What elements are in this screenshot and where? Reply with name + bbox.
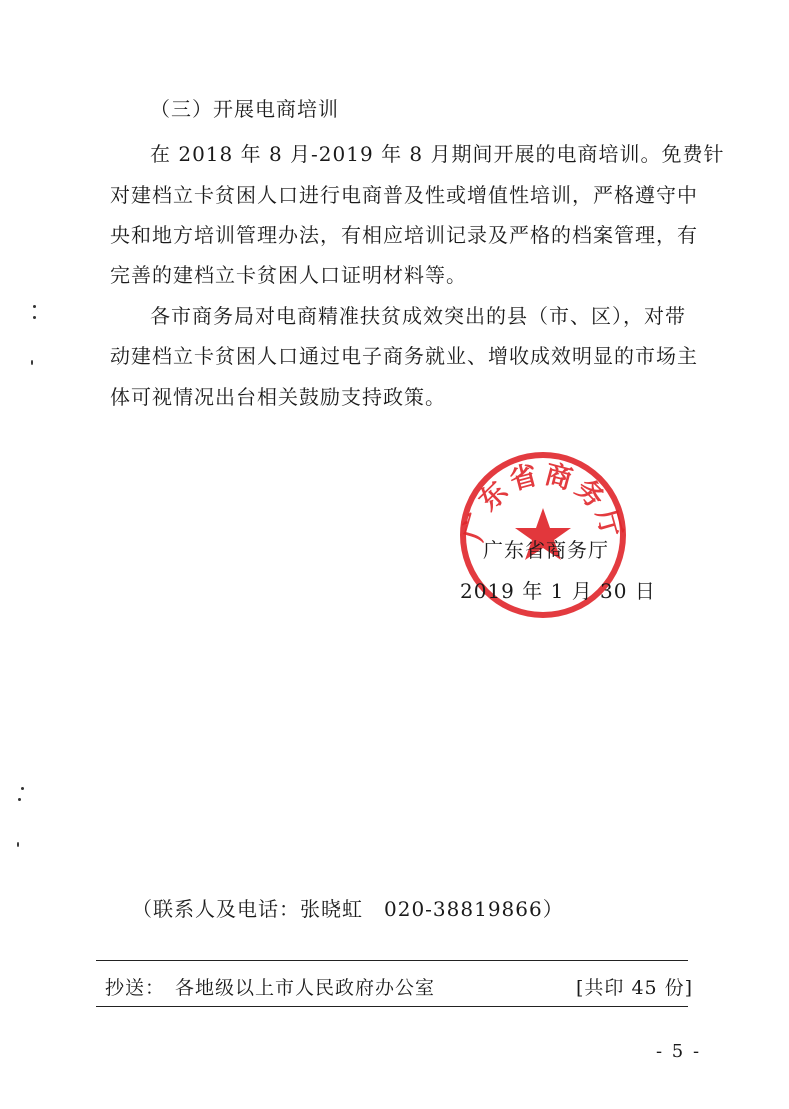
paragraph-2-line-3: 体可视情况出台相关鼓励支持政策。: [110, 385, 446, 409]
signature-date: 2019 年 1 月 30 日: [460, 579, 656, 603]
footer-divider-top: [96, 960, 688, 961]
cc-recipients: 各地级以上市人民政府办公室: [175, 977, 436, 999]
cc-label: 抄送：: [105, 977, 166, 999]
paragraph-1-line-3: 央和地方培训管理办法，有相应培训记录及严格的档案管理，有: [110, 223, 698, 247]
page-number: - 5 -: [656, 1041, 702, 1062]
scan-speck: [33, 316, 36, 319]
paragraph-2-line-1: 各市商务局对电商精准扶贫成效突出的县（市、区），对带: [150, 304, 686, 328]
print-copies: [共印 45 份]: [576, 977, 694, 999]
scan-speck: [31, 360, 33, 365]
scan-speck: [21, 787, 24, 790]
footer-divider-bottom: [96, 1006, 688, 1007]
scan-speck: [33, 305, 36, 308]
scan-speck: [18, 798, 21, 801]
scan-speck: [17, 842, 19, 847]
paragraph-1-line-2: 对建档立卡贫困人口进行电商普及性或增值性培训，严格遵守中: [110, 183, 698, 207]
seal-text: 广东省商务厅: [458, 458, 628, 545]
signature-organization: 广东省商务厅: [483, 538, 609, 562]
contact-info: （联系人及电话：张晓虹 020-38819866）: [132, 897, 564, 921]
paragraph-1-line-1: 在 2018 年 8 月-2019 年 8 月期间开展的电商培训。免费针: [150, 142, 725, 166]
paragraph-1-line-4: 完善的建档立卡贫困人口证明材料等。: [110, 263, 467, 287]
section-heading: （三）开展电商培训: [150, 97, 339, 121]
paragraph-2-line-2: 动建档立卡贫困人口通过电子商务就业、增收成效明显的市场主: [110, 344, 698, 368]
